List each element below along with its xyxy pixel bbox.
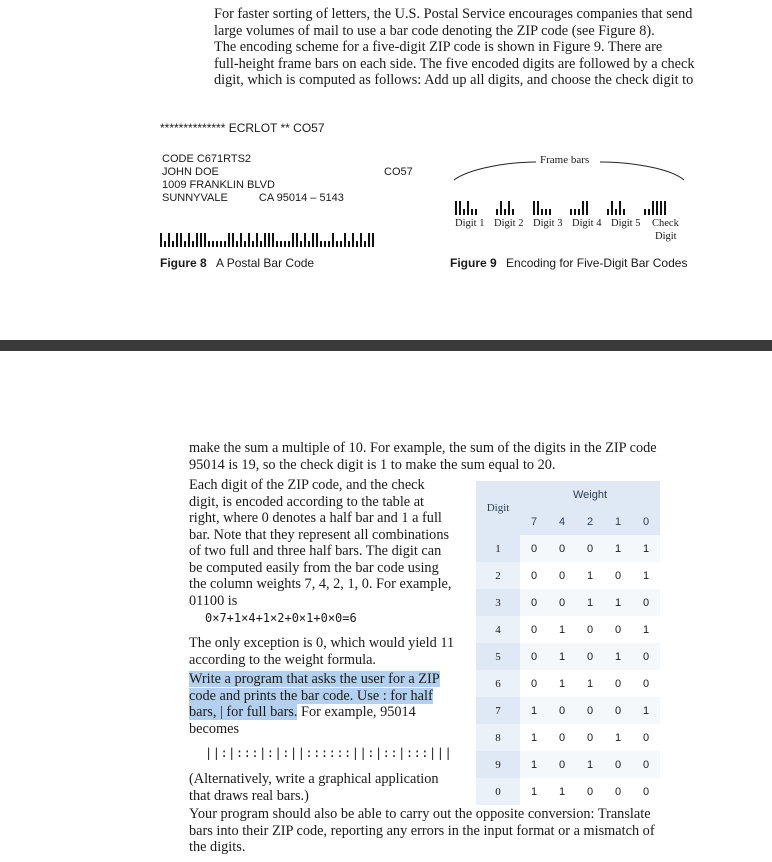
bar: [300, 241, 302, 247]
text-line: according to the weight formula.: [189, 651, 376, 668]
bar: [236, 241, 238, 247]
bar: [244, 241, 246, 247]
bar: [463, 209, 465, 215]
bar: [256, 233, 258, 247]
figure9-text: Encoding for Five-Digit Bar Codes: [506, 256, 688, 270]
bar: [348, 241, 350, 247]
bar: [280, 241, 282, 247]
weight-value: 2: [576, 508, 604, 535]
bar: [248, 233, 250, 247]
bar: [623, 209, 625, 215]
bit-cell: 0: [632, 589, 660, 616]
bit-cell: 1: [604, 724, 632, 751]
address-line: JOHN DOE: [162, 166, 219, 178]
bit-cell: 0: [520, 643, 548, 670]
bit-cell: 0: [604, 778, 632, 805]
bar: [459, 201, 461, 215]
highlighted-text: bars, | for full bars.: [189, 704, 298, 720]
weight-table: [476, 481, 660, 805]
bar: [332, 233, 334, 247]
bar: [496, 209, 498, 215]
bar: [328, 241, 330, 247]
weight-header: Weight: [520, 481, 660, 508]
bar: [272, 233, 274, 247]
bar: [344, 233, 346, 247]
weight-value: 1: [604, 508, 632, 535]
text-line: right, where 0 denotes a half bar and 1 a full: [189, 510, 442, 526]
digit-label: Digit 3: [533, 218, 563, 229]
envelope-top-line: ************** ECRLOT ** CO57: [160, 121, 325, 135]
bit-cell: 0: [576, 724, 604, 751]
bar: [336, 241, 338, 247]
text-line: Each digit of the ZIP code, and the check: [189, 477, 425, 493]
bar: [260, 241, 262, 247]
text-line: full-height frame bars on each side. The five encoded digits are followed by a check: [214, 55, 695, 72]
bit-cell: 1: [520, 697, 548, 724]
bar: [188, 233, 190, 247]
bar: [204, 233, 206, 247]
exercise-paragraph: [189, 671, 469, 737]
bit-cell: 1: [632, 562, 660, 589]
bit-cell: 1: [548, 643, 576, 670]
bit-cell: 1: [576, 589, 604, 616]
bar: [160, 233, 162, 247]
bar: [192, 241, 194, 247]
text-line: Your program should also be able to carry out the opposite conversion: Translate: [189, 806, 651, 822]
bar: [292, 233, 294, 247]
digit-bar-group: [607, 196, 627, 215]
digit-header: Digit: [476, 481, 520, 535]
bit-cell: 0: [548, 724, 576, 751]
text-line: the column weights 7, 4, 2, 1, 0. For example,: [189, 576, 452, 592]
postal-barcode: [160, 228, 376, 242]
table-row: [476, 751, 660, 778]
check-label: Check: [652, 218, 679, 229]
figure9-caption: [450, 256, 687, 270]
text-line: of two full and three half bars. The digit can: [189, 543, 442, 559]
digit-cell: 7: [476, 697, 520, 724]
bar: [574, 209, 576, 215]
figure8-text: A Postal Bar Code: [216, 256, 315, 270]
figure8-caption: [160, 256, 314, 270]
bar: [212, 241, 214, 247]
bar: [455, 201, 457, 215]
text-line: bar. Note that they represent all combinations: [189, 526, 450, 543]
table-row: [476, 589, 660, 616]
bar: [340, 241, 342, 247]
paragraph-3: [189, 635, 469, 668]
bar: [316, 233, 318, 247]
bit-cell: 1: [548, 670, 576, 697]
bar: [615, 209, 617, 215]
digit-cell: 1: [476, 535, 520, 562]
bar: [284, 241, 286, 247]
bit-cell: 1: [632, 697, 660, 724]
table-row: [476, 670, 660, 697]
bit-cell: 0: [576, 697, 604, 724]
text-line: (Alternatively, write a graphical application: [189, 771, 439, 787]
bit-cell: 1: [604, 643, 632, 670]
bar: [176, 233, 178, 247]
bar: [164, 241, 166, 247]
page-bottom: [0, 351, 772, 862]
figure9-label: Figure 9: [450, 256, 497, 270]
bar: [512, 209, 514, 215]
table-row: [476, 535, 660, 562]
bit-cell: 0: [576, 778, 604, 805]
bit-cell: 1: [632, 535, 660, 562]
bit-cell: 0: [548, 697, 576, 724]
text-line: The only exception is 0, which would yield 11: [189, 635, 455, 651]
weight-value: 0: [632, 508, 660, 535]
bar: [252, 241, 254, 247]
bar: [475, 209, 477, 215]
digit-label: Digit 4: [572, 218, 602, 229]
text-line: 95014 is 19, so the check digit is 1 to make the sum equal to 20.: [189, 456, 556, 473]
paragraph-5: [189, 771, 469, 804]
bar: [220, 241, 222, 247]
bit-cell: 0: [632, 670, 660, 697]
bar: [168, 233, 170, 247]
bar: [607, 209, 609, 215]
bit-cell: 1: [520, 778, 548, 805]
intro-paragraph: [214, 6, 714, 89]
bar: [368, 233, 370, 247]
frame-bars-label: Frame bars: [540, 154, 590, 166]
bit-cell: 1: [520, 751, 548, 778]
bit-cell: 0: [548, 751, 576, 778]
bar: [308, 241, 310, 247]
bit-cell: 1: [576, 751, 604, 778]
bit-cell: 1: [604, 589, 632, 616]
bar: [268, 233, 270, 247]
address-state-zip: CA 95014 – 5143: [258, 192, 344, 204]
digit-cell: 4: [476, 616, 520, 643]
bit-cell: 1: [548, 778, 576, 805]
bit-cell: 0: [604, 697, 632, 724]
bar: [471, 209, 473, 215]
bar: [500, 201, 502, 215]
bar: [224, 241, 226, 247]
digit-bar-group: [533, 196, 553, 215]
bar: [664, 201, 666, 215]
bar: [372, 233, 374, 247]
bit-cell: 0: [520, 670, 548, 697]
bit-cell: 0: [632, 643, 660, 670]
address-city: SUNNYVALE: [162, 192, 228, 204]
bar: [652, 201, 654, 215]
bit-cell: 0: [548, 535, 576, 562]
bit-cell: 0: [604, 562, 632, 589]
text-line: becomes: [189, 720, 240, 737]
bar: [324, 241, 326, 247]
digit-label: Digit 1: [455, 218, 485, 229]
bar: [570, 209, 572, 215]
bar: [508, 201, 510, 215]
bar: [537, 201, 539, 215]
bit-cell: 0: [632, 724, 660, 751]
envelope-address: [162, 153, 344, 205]
bit-cell: 0: [520, 616, 548, 643]
bar: [619, 201, 621, 215]
text-line: digit, is encoded according to the table at: [189, 493, 425, 510]
bit-cell: 1: [632, 616, 660, 643]
bit-cell: 0: [604, 670, 632, 697]
page-top: [0, 0, 772, 340]
bit-cell: 0: [548, 589, 576, 616]
bar: [549, 209, 551, 215]
bar: [312, 233, 314, 247]
bar: [578, 209, 580, 215]
highlighted-text: Write a program that asks the user for a ZIP: [189, 671, 440, 687]
envelope-right-code: CO57: [384, 166, 413, 178]
bit-cell: 0: [632, 751, 660, 778]
bar: [200, 233, 202, 247]
bar: [582, 201, 584, 215]
bar: [208, 241, 210, 247]
bit-cell: 0: [520, 535, 548, 562]
digit-bar-group: [570, 196, 590, 215]
bit-cell: 0: [576, 616, 604, 643]
bar: [320, 241, 322, 247]
table-row: [476, 778, 660, 805]
text-line: be computed easily from the bar code using: [189, 559, 439, 576]
bar: [296, 233, 298, 247]
table-row: [476, 724, 660, 751]
digit-label: Digit 2: [494, 218, 524, 229]
text-line: 01100 is: [189, 592, 238, 609]
bar: [304, 233, 306, 247]
paragraph-6: [189, 806, 709, 856]
digit-bar-group: [644, 196, 668, 215]
text-line: large volumes of mail to use a bar code denoting the ZIP code (see Figure 8).: [214, 22, 655, 39]
bar: [586, 201, 588, 215]
table-row: [476, 643, 660, 670]
digit-label: Digit 5: [611, 218, 641, 229]
bar: [360, 233, 362, 247]
address-city-line: [162, 192, 344, 205]
address-line: 1009 FRANKLIN BLVD: [162, 179, 275, 191]
text-line: digit, which is computed as follows: Add up all digits, and choose the check digit to: [214, 72, 694, 88]
digit-cell: 8: [476, 724, 520, 751]
digit-cell: 5: [476, 643, 520, 670]
weight-value: 7: [520, 508, 548, 535]
bar: [533, 201, 535, 215]
weight-value: 4: [548, 508, 576, 535]
bar: [276, 241, 278, 247]
bar: [288, 241, 290, 247]
bar: [216, 241, 218, 247]
bit-cell: 0: [604, 616, 632, 643]
bit-cell: 0: [520, 562, 548, 589]
bar: [172, 241, 174, 247]
bar: [541, 209, 543, 215]
bar: [264, 233, 266, 247]
bar: [644, 209, 646, 215]
digit-barcode: [455, 196, 668, 210]
text-span: For example, 95014: [297, 704, 416, 720]
bar: [660, 201, 662, 215]
bar: [352, 233, 354, 247]
text-line: For faster sorting of letters, the U.S. Postal Service encourages companies that send: [214, 6, 693, 22]
figure8-label: Figure 8: [160, 256, 207, 270]
bit-cell: 0: [548, 562, 576, 589]
bit-cell: 1: [520, 724, 548, 751]
check-label: Digit: [655, 231, 677, 242]
paragraph-2: [189, 477, 469, 609]
digit-bar-group: [455, 196, 479, 215]
bit-cell: 0: [632, 778, 660, 805]
bar: [648, 209, 650, 215]
table-row: [476, 562, 660, 589]
bar: [184, 241, 186, 247]
weight-formula: 0×7+1×4+1×2+0×1+0×0=6: [205, 611, 357, 625]
text-line: make the sum a multiple of 10. For example, the sum of the digits in the ZIP code: [189, 440, 657, 456]
digit-cell: 2: [476, 562, 520, 589]
bar: [656, 201, 658, 215]
table-row: [476, 616, 660, 643]
bit-cell: 0: [576, 535, 604, 562]
table-row: [476, 697, 660, 724]
text-line: bars into their ZIP code, reporting any errors in the input format or a mismatch of: [189, 822, 655, 839]
digit-cell: 6: [476, 670, 520, 697]
text-line: the digits.: [189, 839, 246, 855]
bar: [228, 233, 230, 247]
digit-bar-group: [496, 196, 516, 215]
paragraph-1: [189, 440, 689, 473]
text-line: The encoding scheme for a five-digit ZIP code is shown in Figure 9. There are: [214, 39, 663, 55]
bit-cell: 1: [576, 670, 604, 697]
bar: [364, 241, 366, 247]
bit-cell: 1: [576, 562, 604, 589]
bar: [196, 233, 198, 247]
bar: [232, 233, 234, 247]
bar: [180, 233, 182, 247]
bar: [240, 233, 242, 247]
bar: [504, 209, 506, 215]
bar-example: ||:|:::|:|:||::::::||:|::|:::|||: [205, 746, 453, 760]
text-line: that draws real bars.): [189, 787, 309, 804]
digit-cell: 3: [476, 589, 520, 616]
bit-cell: 0: [520, 589, 548, 616]
address-line: CODE C671RTS2: [162, 153, 252, 165]
bit-cell: 1: [548, 616, 576, 643]
bar: [545, 209, 547, 215]
bit-cell: 0: [576, 643, 604, 670]
bit-cell: 0: [604, 751, 632, 778]
highlighted-text: code and prints the bar code. Use : for half: [189, 687, 433, 704]
bar: [467, 201, 469, 215]
digit-cell: 0: [476, 778, 520, 805]
bar: [611, 201, 613, 215]
bar: [356, 241, 358, 247]
digit-cell: 9: [476, 751, 520, 778]
bit-cell: 1: [604, 535, 632, 562]
